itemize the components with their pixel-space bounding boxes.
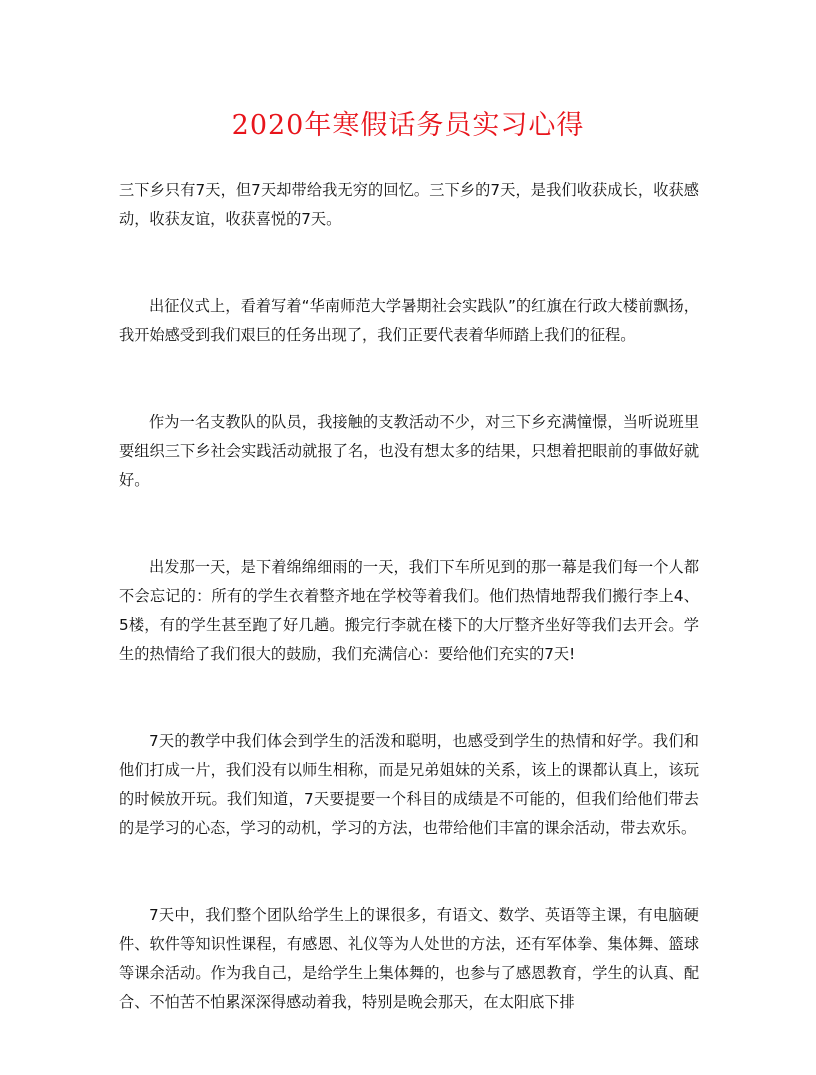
paragraph-3: 作为一名支教队的队员，我接触的支教活动不少，对三下乡充满憧憬，当听说班里要组织三下乡社会实践活动就报了名，也没有想太多的结果，只想着把眼前的事做好就好。	[119, 413, 699, 489]
paragraph-4: 出发那一天，是下着绵绵细雨的一天，我们下车所见到的那一幕是我们每一个人都不会忘记的：所有的学生衣着整齐地在学校等着我们。他们热情地帮我们搬行李上4、5楼，有的学生甚至跑了好几趟。搬完行李就在楼下的大厅整齐坐好等我们去开会。学生的热情给了我们很大的鼓励，我们充满信心：要给他们充实的7天!	[119, 558, 699, 663]
document-body	[119, 176, 699, 1075]
paragraph-1: 三下乡只有7天，但7天却带给我无穷的回忆。三下乡的7天，是我们收获成长，收获感动，收获友谊，收获喜悦的7天。	[119, 181, 699, 228]
paragraph-2: 出征仪式上，看着写着“华南师范大学暑期社会实践队”的红旗在行政大楼前飘扬，我开始感受到我们艰巨的任务出现了，我们正要代表着华师踏上我们的征程。	[119, 297, 699, 344]
paragraph-5: 7天的教学中我们体会到学生的活泼和聪明，也感受到学生的热情和好学。我们和他们打成一片，我们没有以师生相称，而是兄弟姐妹的关系，该上的课都认真上，该玩的时候放开玩。我们知道，7天要提要一个科目的成绩是不可能的，但我们给他们带去的是学习的心态，学习的动机，学习的方法，也带给他们丰富的课余活动，带去欢乐。	[119, 732, 699, 837]
paragraph-6: 7天中，我们整个团队给学生上的课很多，有语文、数学、英语等主课，有电脑硬件、软件等知识性课程，有感恩、礼仪等为人处世的方法，还有军体拳、集体舞、篮球等课余活动。作为我自己，是给学生上集体舞的，也参与了感恩教育，学生的认真、配合、不怕苦不怕累深深得感动着我，特别是晚会那天，在太阳底下排	[119, 906, 699, 1011]
document-title: 2020年寒假话务员实习心得	[231, 110, 585, 141]
